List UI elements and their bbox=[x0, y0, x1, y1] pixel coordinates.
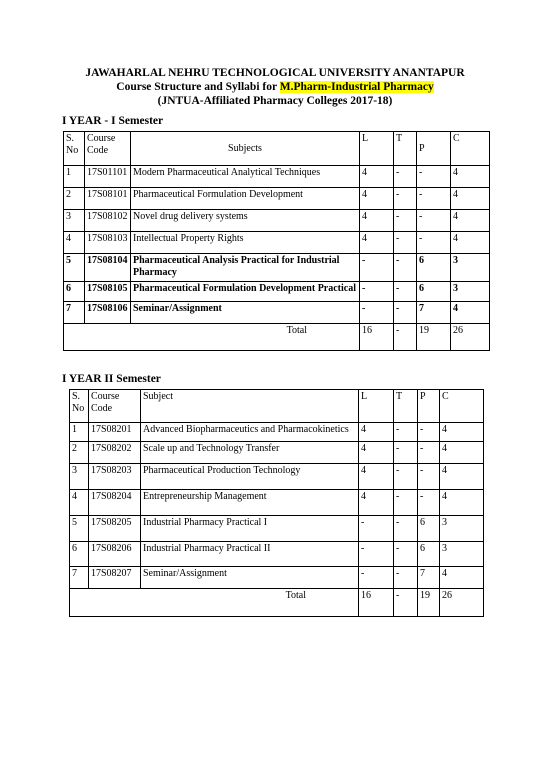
table-row bbox=[70, 442, 484, 464]
course-code-cell: 17S08201 bbox=[89, 423, 141, 442]
t-header: T bbox=[394, 132, 417, 166]
total-c: 26 bbox=[451, 324, 490, 351]
subject-cell: Industrial Pharmacy Practical I bbox=[141, 516, 359, 542]
t-cell: - bbox=[394, 282, 417, 302]
total-p: 19 bbox=[418, 589, 440, 617]
t-cell: - bbox=[394, 423, 418, 442]
subject-cell: Entrepreneurship Management bbox=[141, 490, 359, 516]
course-code-cell: 17S08206 bbox=[89, 542, 141, 567]
course-code-cell: 17S08102 bbox=[85, 210, 131, 232]
course-code-cell: 17S08204 bbox=[89, 490, 141, 516]
document-header bbox=[0, 66, 550, 108]
table-row bbox=[64, 282, 490, 302]
t-cell: - bbox=[394, 188, 417, 210]
table-row bbox=[64, 254, 490, 282]
p-cell: - bbox=[417, 188, 451, 210]
sno-cell: 4 bbox=[64, 232, 85, 254]
table-row bbox=[70, 542, 484, 567]
sem2-heading: I YEAR II Semester bbox=[62, 373, 161, 385]
table-row bbox=[70, 516, 484, 542]
l-cell: 4 bbox=[359, 442, 394, 464]
p-cell: 6 bbox=[418, 516, 440, 542]
t-cell: - bbox=[394, 232, 417, 254]
course-structure-title bbox=[0, 80, 550, 94]
total-row bbox=[70, 589, 484, 617]
l-cell: - bbox=[360, 302, 394, 324]
subject-cell: Modern Pharmaceutical Analytical Techniques bbox=[131, 166, 360, 188]
sno-cell: 2 bbox=[64, 188, 85, 210]
course-code-cell: 17S08202 bbox=[89, 442, 141, 464]
table-row bbox=[70, 490, 484, 516]
course-code-cell: 17S01101 bbox=[85, 166, 131, 188]
subject-cell: Pharmaceutical Production Technology bbox=[141, 464, 359, 490]
c-cell: 4 bbox=[440, 464, 484, 490]
sem2-header-row bbox=[70, 390, 484, 423]
subject-cell: Pharmaceutical Formulation Development Practical bbox=[131, 282, 360, 302]
p-cell: 6 bbox=[417, 282, 451, 302]
c-cell: 3 bbox=[440, 516, 484, 542]
sno-cell: 2 bbox=[70, 442, 89, 464]
course-structure-prefix: Course Structure and Syllabi for bbox=[116, 81, 280, 93]
subject-cell: Industrial Pharmacy Practical II bbox=[141, 542, 359, 567]
l-header: L bbox=[360, 132, 394, 166]
l-cell: - bbox=[359, 542, 394, 567]
total-l: 16 bbox=[359, 589, 394, 617]
t-cell: - bbox=[394, 254, 417, 282]
total-t: - bbox=[394, 589, 418, 617]
sem1-header-row bbox=[64, 132, 490, 166]
subject-cell: Seminar/Assignment bbox=[141, 567, 359, 589]
p-cell: - bbox=[418, 464, 440, 490]
total-label: Total bbox=[70, 589, 359, 617]
course-code-cell: 17S08101 bbox=[85, 188, 131, 210]
p-cell: - bbox=[418, 490, 440, 516]
sno-cell: 3 bbox=[70, 464, 89, 490]
subject-header: Subject bbox=[141, 390, 359, 423]
t-header: T bbox=[394, 390, 418, 423]
subject-cell: Pharmaceutical Formulation Development bbox=[131, 188, 360, 210]
course-code-header: Course Code bbox=[85, 132, 131, 166]
p-header: P bbox=[417, 132, 451, 166]
l-cell: - bbox=[360, 254, 394, 282]
l-cell: - bbox=[359, 567, 394, 589]
course-code-cell: 17S08104 bbox=[85, 254, 131, 282]
l-cell: 4 bbox=[360, 232, 394, 254]
subject-cell: Advanced Biopharmaceutics and Pharmacokinetics bbox=[141, 423, 359, 442]
p-cell: 7 bbox=[417, 302, 451, 324]
t-cell: - bbox=[394, 210, 417, 232]
p-cell: 7 bbox=[418, 567, 440, 589]
l-cell: 4 bbox=[359, 423, 394, 442]
sno-cell: 6 bbox=[64, 282, 85, 302]
table-row bbox=[64, 232, 490, 254]
university-name: JAWAHARLAL NEHRU TECHNOLOGICAL UNIVERSITY ANANTAPUR bbox=[85, 67, 465, 79]
course-code-cell: 17S08205 bbox=[89, 516, 141, 542]
sem1-heading: I YEAR - I Semester bbox=[62, 115, 164, 127]
course-code-cell: 17S08106 bbox=[85, 302, 131, 324]
c-cell: 4 bbox=[451, 302, 490, 324]
sem1-course-table bbox=[63, 131, 490, 351]
table-row bbox=[64, 188, 490, 210]
p-cell: - bbox=[418, 423, 440, 442]
c-cell: 3 bbox=[451, 254, 490, 282]
subject-cell: Seminar/Assignment bbox=[131, 302, 360, 324]
total-t: - bbox=[394, 324, 417, 351]
sno-cell: 1 bbox=[64, 166, 85, 188]
t-cell: - bbox=[394, 490, 418, 516]
c-cell: 4 bbox=[451, 166, 490, 188]
sno-cell: 5 bbox=[70, 516, 89, 542]
sno-cell: 1 bbox=[70, 423, 89, 442]
p-cell: - bbox=[417, 210, 451, 232]
p-cell: - bbox=[417, 232, 451, 254]
c-cell: 4 bbox=[440, 442, 484, 464]
course-code-header: Course Code bbox=[89, 390, 141, 423]
sno-cell: 5 bbox=[64, 254, 85, 282]
sno-cell: 7 bbox=[64, 302, 85, 324]
table-row bbox=[64, 302, 490, 324]
subject-cell: Novel drug delivery systems bbox=[131, 210, 360, 232]
t-cell: - bbox=[394, 516, 418, 542]
p-cell: 6 bbox=[417, 254, 451, 282]
course-code-cell: 17S08105 bbox=[85, 282, 131, 302]
course-code-cell: 17S08207 bbox=[89, 567, 141, 589]
sno-cell: 3 bbox=[64, 210, 85, 232]
sem2-course-table bbox=[69, 389, 484, 617]
p-cell: - bbox=[417, 166, 451, 188]
sno-header: S. No bbox=[70, 390, 89, 423]
l-cell: 4 bbox=[360, 210, 394, 232]
program-name-highlight: M.Pharm-Industrial Pharmacy bbox=[279, 81, 434, 93]
p-cell: - bbox=[418, 442, 440, 464]
p-header: P bbox=[418, 390, 440, 423]
table-row bbox=[70, 567, 484, 589]
c-cell: 4 bbox=[440, 567, 484, 589]
total-label: Total bbox=[64, 324, 360, 351]
course-code-cell: 17S08203 bbox=[89, 464, 141, 490]
c-cell: 3 bbox=[440, 542, 484, 567]
subjects-header: Subjects bbox=[131, 132, 360, 166]
l-cell: - bbox=[359, 516, 394, 542]
t-cell: - bbox=[394, 542, 418, 567]
table-row bbox=[70, 464, 484, 490]
table-row bbox=[70, 423, 484, 442]
l-header: L bbox=[359, 390, 394, 423]
t-cell: - bbox=[394, 464, 418, 490]
t-cell: - bbox=[394, 442, 418, 464]
l-cell: - bbox=[360, 282, 394, 302]
t-cell: - bbox=[394, 567, 418, 589]
p-cell: 6 bbox=[418, 542, 440, 567]
l-cell: 4 bbox=[360, 166, 394, 188]
subject-cell: Scale up and Technology Transfer bbox=[141, 442, 359, 464]
c-cell: 3 bbox=[451, 282, 490, 302]
l-cell: 4 bbox=[360, 188, 394, 210]
l-cell: 4 bbox=[359, 490, 394, 516]
t-cell: - bbox=[394, 302, 417, 324]
c-header: C bbox=[440, 390, 484, 423]
total-c: 26 bbox=[440, 589, 484, 617]
total-p: 19 bbox=[417, 324, 451, 351]
c-cell: 4 bbox=[451, 210, 490, 232]
course-code-cell: 17S08103 bbox=[85, 232, 131, 254]
sno-cell: 6 bbox=[70, 542, 89, 567]
affiliation-subtitle: (JNTUA-Affiliated Pharmacy Colleges 2017-18) bbox=[157, 95, 393, 107]
subject-cell: Intellectual Property Rights bbox=[131, 232, 360, 254]
t-cell: - bbox=[394, 166, 417, 188]
sno-header: S. No bbox=[64, 132, 85, 166]
table-row bbox=[64, 210, 490, 232]
c-cell: 4 bbox=[440, 423, 484, 442]
c-cell: 4 bbox=[451, 232, 490, 254]
l-cell: 4 bbox=[359, 464, 394, 490]
total-row bbox=[64, 324, 490, 351]
sno-cell: 4 bbox=[70, 490, 89, 516]
sno-cell: 7 bbox=[70, 567, 89, 589]
c-cell: 4 bbox=[451, 188, 490, 210]
table-row bbox=[64, 166, 490, 188]
total-l: 16 bbox=[360, 324, 394, 351]
c-cell: 4 bbox=[440, 490, 484, 516]
c-header: C bbox=[451, 132, 490, 166]
subject-cell: Pharmaceutical Analysis Practical for Industrial Pharmacy bbox=[131, 254, 360, 282]
